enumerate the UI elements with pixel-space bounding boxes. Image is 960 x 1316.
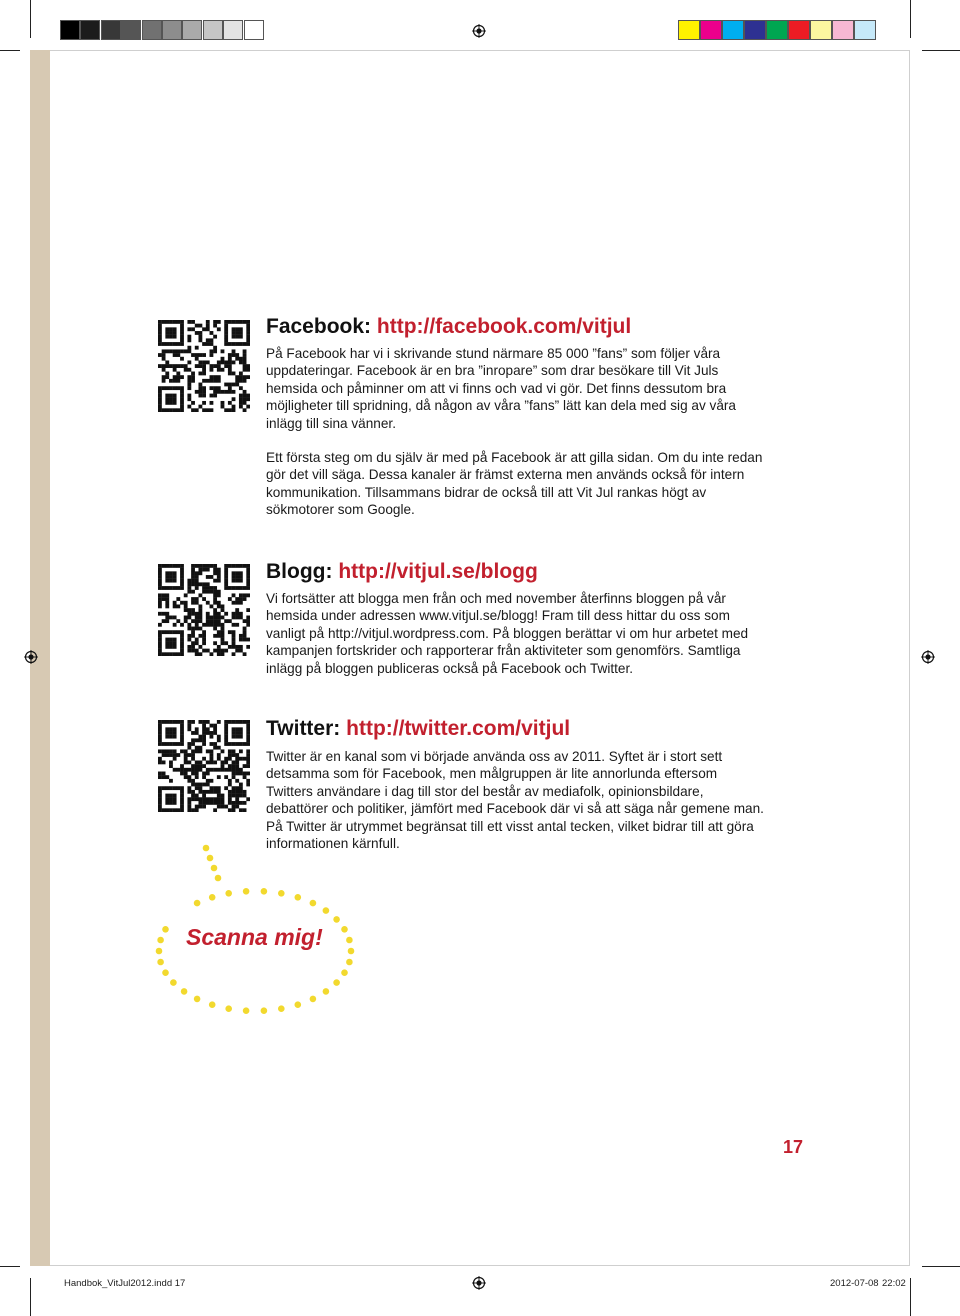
bubble-dot — [157, 937, 164, 944]
bubble-dot — [310, 996, 317, 1003]
bubble-dot — [209, 894, 216, 901]
bubble-dot — [225, 1005, 232, 1012]
bubble-dot — [243, 1007, 250, 1014]
gray-swatch — [80, 20, 100, 40]
bubble-dot — [348, 948, 355, 955]
gray-swatch — [162, 20, 182, 40]
facebook-paragraph-2: Ett första steg om du själv är med på Facebook är att gilla sidan. Om du inte redan gör det vill säga. Dessa kanaler är främst externa men används också för intern kommunikation. Tillsammans bidrar de också till att Vit Jul rankas högt av sökmotorer som Google. — [266, 450, 763, 518]
facebook-heading — [266, 315, 631, 339]
bubble-dot — [295, 894, 302, 901]
bubble-dot — [278, 1005, 285, 1012]
bubble-dot — [225, 890, 232, 897]
gray-swatch — [121, 20, 141, 40]
bubble-dot — [261, 1007, 268, 1014]
slug-time: 22:02 — [882, 1278, 906, 1289]
bubble-dot — [333, 979, 340, 986]
bubble-tail-dot — [215, 875, 222, 882]
bubble-dot — [162, 969, 169, 976]
color-swatch — [678, 20, 700, 40]
twitter-paragraph-1: Twitter är en kanal som vi började använda oss av 2011. Syftet är i stort sett detsamma som för Facebook, men målgruppen är lite annorlunda eftersom Twitters användare i dag till stor del består av mediafolk, opinionsbildare, debattörer och politiker, jämfört med Facebook där vi så att säga når gemene man. På Twitter är utrymmet begränsat till ett visst antal tecken, vilket bidrar till att göra informationen kärnfull. — [266, 749, 764, 852]
bubble-tail-dot — [203, 845, 210, 852]
bubble-dot — [341, 926, 348, 933]
registration-mark-left — [24, 650, 38, 664]
bubble-dot — [170, 979, 177, 986]
color-swatch — [832, 20, 854, 40]
color-swatch — [766, 20, 788, 40]
registration-mark-bottom — [472, 1276, 486, 1290]
qr-code-pattern — [158, 720, 250, 812]
bubble-dot — [346, 937, 353, 944]
qr-code-twitter — [158, 720, 250, 812]
registration-mark-right — [921, 650, 935, 664]
facebook-url-link[interactable]: http://facebook.com/vitjul — [376, 315, 632, 338]
bubble-dot — [181, 988, 188, 995]
gray-swatch — [203, 20, 223, 40]
facebook-paragraph-1: På Facebook har vi i skrivande stund närmare 85 000 ”fans” som följer våra uppdateringar. Facebook är en bra ”inropare” som drar besökare till Vit Juls hemsida och påminner om att vi finns och vad vi gör. Det finns dessutom bra möjligheter till spridning, då någon av våra ”fans” lätt kan dela med sig av våra inlägg till sina vänner. — [266, 346, 736, 431]
slug-filename: Handbok_VitJul2012.indd 17 — [64, 1278, 186, 1289]
slug-date: 2012-07-08 — [830, 1278, 879, 1289]
bubble-dot — [157, 959, 164, 966]
qr-code-facebook — [158, 320, 250, 412]
bubble-dot — [156, 948, 163, 955]
color-swatch — [810, 20, 832, 40]
bubble-dot — [243, 888, 250, 895]
color-swatch — [744, 20, 766, 40]
bubble-dot — [323, 988, 330, 995]
bubble-dot — [295, 1001, 302, 1008]
bubble-dot — [261, 888, 268, 895]
qr-code-blogg — [158, 564, 250, 656]
bubble-dot — [323, 907, 330, 914]
blogg-heading — [266, 560, 538, 584]
color-swatch — [788, 20, 810, 40]
blogg-paragraph-1: Vi fortsätter att blogga men från och med november återfinns bloggen på vår hemsida under adressen www.vitjul.se/blogg! Fram till dess hittar du oss som vanligt på http://vitjul.wordpress.com. På bloggen berättar vi om hur arbetet med kampanjen fortskrider och rapporterar från aktiviteter som genomförs. Samtliga inlägg på bloggen publiceras också på Facebook och Twitter. — [266, 591, 749, 676]
bubble-dot — [194, 996, 201, 1003]
bubble-dot — [333, 916, 340, 923]
page-number: 17 — [783, 1137, 804, 1157]
bubble-dot — [278, 890, 285, 897]
bubble-dot — [341, 969, 348, 976]
twitter-heading — [266, 717, 570, 741]
twitter-url-link[interactable]: http://twitter.com/vitjul — [346, 717, 571, 740]
bubble-dot — [162, 926, 169, 933]
color-swatch — [722, 20, 744, 40]
blogg-label: Blogg: — [266, 560, 333, 583]
color-swatch — [700, 20, 722, 40]
gray-swatch — [142, 20, 162, 40]
qr-code-pattern — [158, 320, 250, 412]
registration-mark-top — [472, 24, 486, 38]
gray-swatch — [244, 20, 264, 40]
qr-code-pattern — [158, 564, 250, 656]
gray-swatch — [182, 20, 202, 40]
blogg-url-link[interactable]: http://vitjul.se/blogg — [338, 560, 538, 583]
twitter-label: Twitter: — [266, 717, 341, 740]
bubble-dot — [346, 959, 353, 966]
gray-swatch — [223, 20, 243, 40]
facebook-label: Facebook: — [266, 315, 372, 338]
bubble-tail-dot — [211, 865, 218, 872]
color-swatch — [854, 20, 876, 40]
bubble-tail-dot — [207, 855, 214, 862]
bubble-dot — [194, 900, 201, 907]
gray-swatch — [60, 20, 80, 40]
scanna-mig-callout: Scanna mig! — [186, 924, 323, 950]
bubble-dot — [209, 1001, 216, 1008]
gray-swatch — [101, 20, 121, 40]
bubble-dot — [310, 900, 317, 907]
